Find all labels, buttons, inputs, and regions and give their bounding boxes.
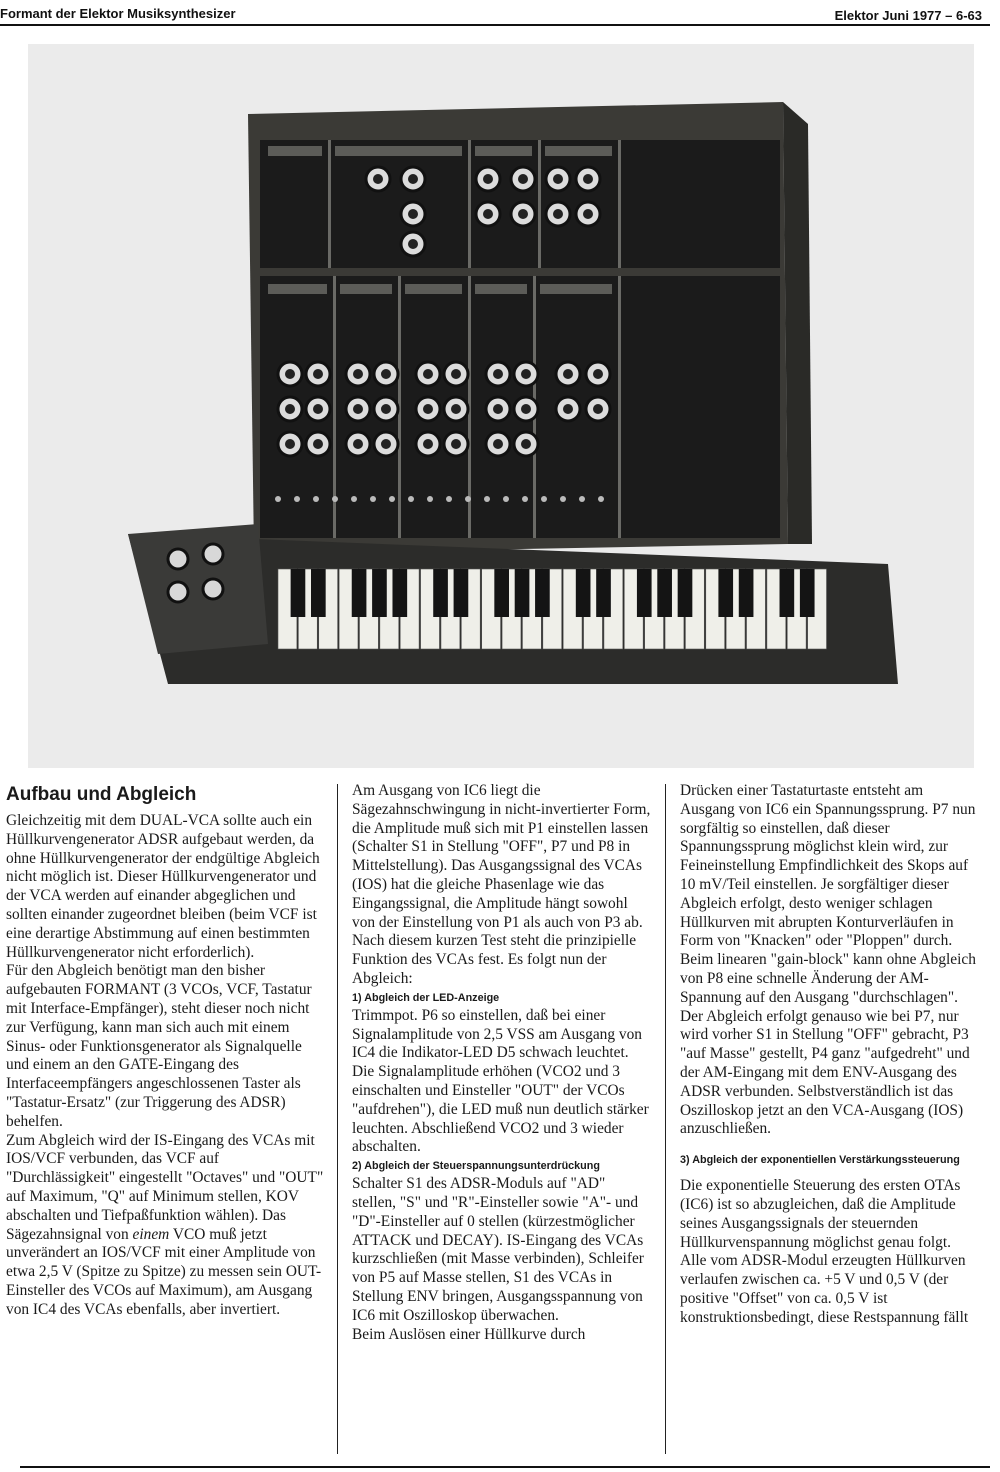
module-label-strip	[475, 284, 527, 294]
header-title: Formant der Elektor Musiksynthesizer	[0, 6, 236, 21]
header-issue-page: Elektor Juni 1977 – 6-63	[834, 8, 982, 23]
knob-cap	[563, 369, 573, 379]
black-key	[780, 569, 795, 617]
module-divider	[468, 140, 471, 268]
paragraph-text: Zum Abgleich wird der IS-Eingang des VCAs mit IOS/VCF verbunden, das VCF auf "Durchlässigkeit" eingestellt "Octaves" und "OUT" auf Maximum, "Q" auf Minimum stellen, KOV abschalten und Tiefpaßfunktion wählen). Das Sägezahnsignal von	[6, 1131, 324, 1243]
paragraph: Schalter S1 des ADSR-Moduls auf "AD" stellen, "S" und "R"-Einsteller sowie "A"- und "D"-Einsteller auf 0 stellen (kürzestmöglicher ATTACK und DECAY). IS-Eingang des VCAs kurzschließen (mit Masse verbinden), Schleifer von P5 auf Masse stellen, S1 des VCAs in Stellung ENV bringen, Ausgangsspannung von IC6 mit Oszilloskop überwachen.	[352, 1175, 644, 1324]
jack-socket	[313, 496, 319, 502]
paragraph: Trimmpot. P6 so einstellen, daß bei einer Signalamplitude von 2,5 VSS am Ausgang von IC4 die Indikator-LED D5 schwach leuchtet. Die Signalamplitude erhöhen (VCO2 und 3 einschalten und Einsteller "OUT" der VCOs "aufdrehen"), die LED muß nun deutlich stärker leuchten. Abschließend VCO2 und 3 wieder abschalten.	[352, 1006, 649, 1156]
black-key	[515, 569, 530, 617]
module-label-strip	[405, 284, 462, 294]
knob-cap	[483, 174, 493, 184]
emphasis: einem	[132, 1225, 170, 1243]
black-key	[637, 569, 652, 617]
black-key	[392, 569, 407, 617]
header-rule	[0, 24, 990, 26]
knob-cap	[583, 209, 593, 219]
module-divider	[538, 140, 541, 268]
knob-cap	[353, 439, 363, 449]
column-rule	[665, 784, 666, 1454]
synthesizer-photo	[28, 44, 974, 768]
knob-cap	[381, 439, 391, 449]
knob-cap	[493, 369, 503, 379]
knob-cap	[313, 439, 323, 449]
black-key	[454, 569, 469, 617]
knob-cap	[593, 369, 603, 379]
knob-cap	[518, 174, 528, 184]
module-label-strip	[475, 146, 532, 156]
black-key	[291, 569, 306, 617]
knob	[203, 544, 223, 564]
jack-socket	[446, 496, 452, 502]
black-key	[678, 569, 693, 617]
module-divider	[618, 140, 621, 268]
paragraph: Beim Auslösen einer Hüllkurve durch	[352, 1325, 586, 1343]
black-key	[800, 569, 815, 617]
jack-socket	[275, 496, 281, 502]
knob-cap	[313, 369, 323, 379]
jack-socket	[484, 496, 490, 502]
knob-cap	[373, 174, 383, 184]
subheading: 1) Abgleich der LED-Anzeige	[352, 991, 500, 1004]
jack-socket	[541, 496, 547, 502]
jack-socket	[465, 496, 471, 502]
knob-cap	[553, 174, 563, 184]
jack-socket	[503, 496, 509, 502]
knob-cap	[408, 209, 418, 219]
black-key	[352, 569, 367, 617]
text-column-2	[352, 782, 652, 1344]
knob	[168, 582, 188, 602]
knob-cap	[451, 369, 461, 379]
paragraph: Die exponentielle Steuerung des ersten OTAs (IC6) ist so abzugleichen, daß die Amplitude seines Ausgangssignals der steuernden Hüllkurvenspannung möglichst genau folgt. Alle vom ADSR-Modul erzeugten Hüllkurven verlaufen zwischen ca. +5 V und 0,5 V (der positive "Offset" von ca. 0,5 V ist konstruktionsbedingt, diese Restspannung fällt	[680, 1177, 969, 1326]
knob-cap	[353, 369, 363, 379]
footer-rule	[20, 1466, 990, 1468]
knob-cap	[313, 404, 323, 414]
black-key	[433, 569, 448, 617]
knob-cap	[408, 239, 418, 249]
knob-cap	[593, 404, 603, 414]
paragraph: Nach diesem kurzen Test steht die prinzipielle Funktion des VCAs fest. Es folgt nun der Abgleich:	[352, 932, 637, 987]
paragraph	[6, 1132, 326, 1320]
jack-socket	[522, 496, 528, 502]
knob-cap	[423, 369, 433, 379]
knob	[168, 549, 188, 569]
black-key	[535, 569, 550, 617]
knob-cap	[521, 369, 531, 379]
knob-cap	[493, 404, 503, 414]
module-label-strip	[335, 146, 462, 156]
black-key	[739, 569, 754, 617]
black-key	[657, 569, 672, 617]
subheading: 2) Abgleich der Steuerspannungsunterdrückung	[352, 1160, 600, 1173]
paragraph-text: VCO muß jetzt unverändert an IOS/VCF mit einer Amplitude von etwa 2,5 V (Spitze zu Spitze) zu messen sein OUT-Einsteller des VCOs auf Maximum), am Ausgang von IC4 des VCAs ebenfalls, aber invertiert.	[6, 1225, 322, 1318]
jack-socket	[598, 496, 604, 502]
module-label-strip	[340, 284, 392, 294]
knob-cap	[381, 404, 391, 414]
cabinet-side	[783, 102, 812, 544]
knob-cap	[408, 174, 418, 184]
synthesizer-illustration	[28, 44, 974, 768]
subheading: 3) Abgleich der exponentiellen Verstärkungssteuerung	[680, 1154, 960, 1167]
module-divider	[328, 140, 331, 268]
column-rule	[337, 784, 338, 1454]
black-key	[576, 569, 591, 617]
knob-cap	[423, 404, 433, 414]
jack-socket	[351, 496, 357, 502]
jack-socket	[370, 496, 376, 502]
module-label-strip	[268, 146, 322, 156]
module-label-strip	[545, 146, 612, 156]
jack-socket	[389, 496, 395, 502]
black-key	[311, 569, 326, 617]
running-header	[0, 4, 990, 26]
black-key	[718, 569, 733, 617]
knob-cap	[285, 369, 295, 379]
knob-cap	[451, 404, 461, 414]
knob-cap	[285, 439, 295, 449]
jack-socket	[579, 496, 585, 502]
module-label-strip	[268, 284, 327, 294]
knob	[203, 579, 223, 599]
text-column-1	[6, 782, 326, 1320]
paragraph: Drücken einer Tastaturtaste entsteht am Ausgang von IC6 ein Spannungssprung. P7 nun sorgfältig so einstellen, daß dieser Spannungssprung möglichst klein wird, zur Feineinstellung Empfindlichkeit des Skops auf 10 mV/Teil einstellen. Je sorgfältiger dieser Abgleich erfolgt, desto weniger schlagen Hüllkurven mit abrupten Konturverläufen in Form von "Knacken" oder "Ploppen" durch.	[680, 782, 976, 950]
knob-cap	[285, 404, 295, 414]
text-column-3	[680, 782, 980, 1328]
knob-cap	[451, 439, 461, 449]
jack-socket	[294, 496, 300, 502]
section-title: Aufbau und Abgleich	[6, 784, 197, 805]
black-key	[596, 569, 611, 617]
jack-socket	[332, 496, 338, 502]
module-label-strip	[540, 284, 612, 294]
knob-cap	[353, 404, 363, 414]
module-divider	[618, 276, 621, 538]
knob-cap	[483, 209, 493, 219]
knob-cap	[493, 439, 503, 449]
paragraph: Für den Abgleich benötigt man den bisher aufgebauten FORMANT (3 VCOs, VCF, Tastatur mit Interface-Empfänger), steht dieser noch nicht zur Verfügung, kann man sich auch mit einem Sinus- oder Funktionsgenerator als Signalquelle und einem an den GATE-Eingang des Interfaceempfängers angeschlossenen Taster als "Tastatur-Ersatz" (zur Triggerung des ADSR) behelfen.	[6, 962, 312, 1130]
jack-socket	[408, 496, 414, 502]
knob-cap	[381, 369, 391, 379]
knob-cap	[553, 209, 563, 219]
knob-cap	[563, 404, 573, 414]
paragraph: Gleichzeitig mit dem DUAL-VCA sollte auch ein Hüllkurvengenerator ADSR aufgebaut werden, da ohne Hüllkurvengenerator der endgültige Abgleich nicht möglich ist. Dieser Hüllkurvengenerator und der VCA werden auf einander abgeglichen und sollten einander zugeordnet bleiben (beim VCF ist eine derartige Abstimmung auf einen bestimmten Hüllkurvengenerator nicht erforderlich).	[6, 812, 320, 961]
knob-cap	[518, 209, 528, 219]
knob-cap	[423, 439, 433, 449]
jack-socket	[560, 496, 566, 502]
paragraph: Am Ausgang von IC6 liegt die Sägezahnschwingung in nicht-invertierter Form, die Amplitude muß sich mit P1 einstellen lassen (Schalter S1 in Stellung "OFF", P7 und P8 in Mittelstellung). Das Ausgangssignal des VCAs (IOS) hat die gleiche Phasenlage wie das Eingangssignal, die Amplitude hängt sowohl von der Einstellung von P1 als auch von P3 ab.	[352, 782, 651, 931]
paragraph: Beim linearen "gain-block" kann ohne Abgleich von P8 eine schnelle Änderung der AM-Spannung auf den Ausgang "durchschlagen". Der Abgleich erfolgt genauso wie bei P7, nur wird vorher S1 in Stellung "OFF" gebracht, P3 "auf Masse" gestellt, P4 ganz "aufgedreht" und der AM-Eingang mit dem ENV-Ausgang des ADSR verbunden. Selbstverständlich ist das Oszilloskop jetzt an den VCA-Ausgang (IOS) anzuschließen.	[680, 951, 976, 1138]
knob-cap	[521, 439, 531, 449]
black-key	[494, 569, 509, 617]
jack-socket	[427, 496, 433, 502]
knob-cap	[583, 174, 593, 184]
black-key	[372, 569, 387, 617]
knob-cap	[521, 404, 531, 414]
